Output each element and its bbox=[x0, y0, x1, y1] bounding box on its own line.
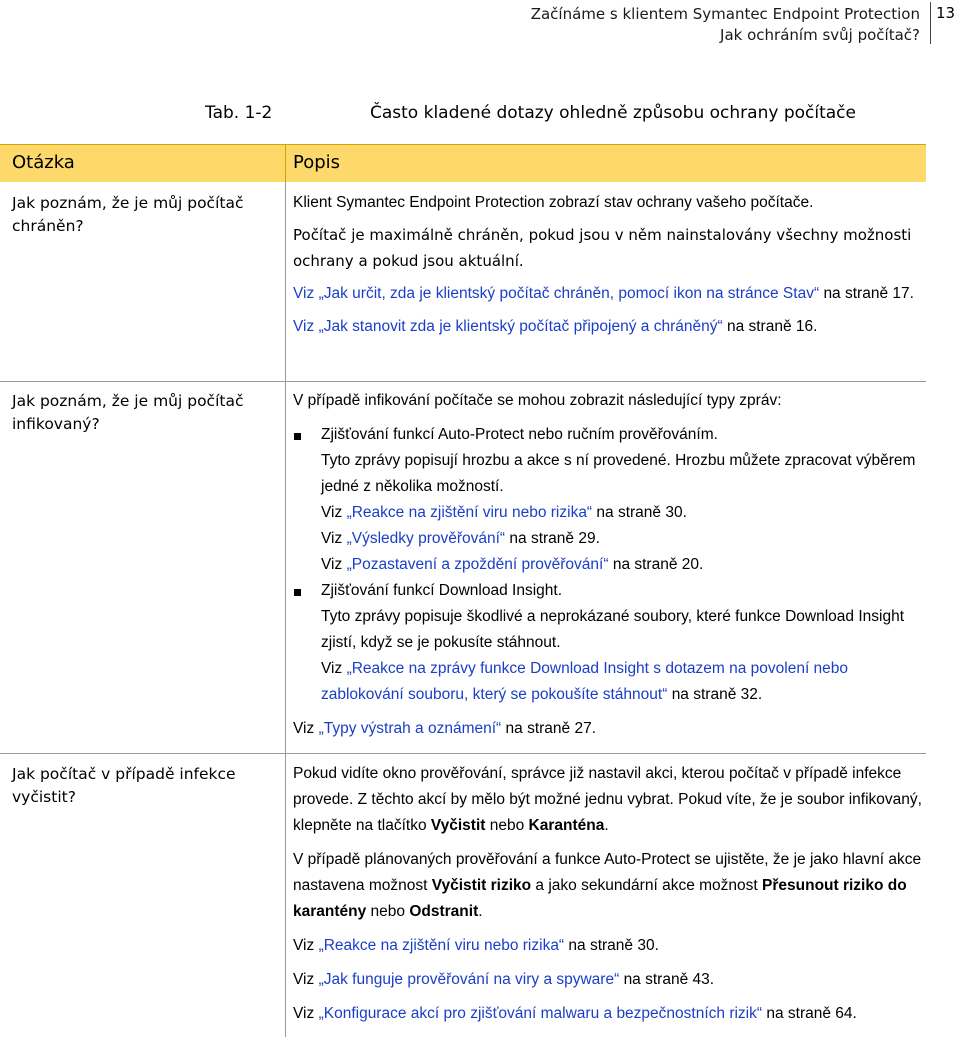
ref-page: na straně 64. bbox=[766, 1005, 857, 1022]
question-clean: Jak počítač v případě infekce vyčistit? bbox=[12, 765, 236, 806]
ref-link[interactable]: „Reakce na zjištění viru nebo rizika“ bbox=[318, 937, 565, 954]
reference bbox=[293, 526, 923, 552]
description-clean bbox=[293, 761, 923, 1027]
row-divider bbox=[0, 381, 926, 382]
text: nebo bbox=[370, 903, 406, 920]
table-caption bbox=[0, 103, 960, 127]
page-number: 13 bbox=[936, 4, 956, 22]
header-column-divider bbox=[285, 144, 286, 182]
reference bbox=[293, 500, 923, 526]
ref-page: na straně 27. bbox=[505, 720, 596, 737]
description-infected bbox=[293, 388, 923, 742]
ref-link[interactable]: „Jak stanovit zda je klientský počítač připojený a chráněný“ bbox=[318, 318, 723, 335]
reference bbox=[293, 967, 923, 993]
viz-label: Viz bbox=[293, 285, 315, 302]
running-header bbox=[320, 4, 920, 46]
bullet-item: Zjišťování funkcí Auto-Protect nebo ručním prověřováním. bbox=[293, 422, 923, 448]
bullet-item: Zjišťování funkcí Download Insight. bbox=[293, 578, 923, 604]
question-protected: Jak poznám, že je můj počítač chráněn? bbox=[12, 194, 244, 235]
ref-page: na straně 16. bbox=[726, 318, 818, 335]
table-title: Často kladené dotazy ohledně způsobu ochrany počítače bbox=[370, 103, 856, 123]
viz-label: Viz bbox=[321, 556, 343, 573]
section-title: Jak ochráním svůj počítač? bbox=[720, 26, 920, 44]
viz-label: Viz bbox=[293, 720, 315, 737]
viz-label: Viz bbox=[293, 971, 315, 988]
ref-page: na straně 17. bbox=[823, 285, 914, 302]
header-divider bbox=[930, 2, 931, 44]
ref-link[interactable]: „Typy výstrah a oznámení“ bbox=[318, 720, 502, 737]
reference bbox=[293, 281, 923, 307]
paragraph: Pokud vidíte okno prověřování, správce již nastavil akci, kterou počítač v případě infekce provede. Z těchto akcí by mělo být možné jednu vybrat. Pokud víte, že je soubor infikovaný, klepněte na tlačítko Vyčistit nebo Karanténa. bbox=[293, 765, 922, 834]
ref-link[interactable]: „Výsledky prověřování“ bbox=[346, 530, 506, 547]
ref-link[interactable]: „Reakce na zprávy funkce Download Insight s dotazem na povolení nebo zablokování souboru, který se pokoušíte stáhnout“ bbox=[321, 660, 849, 703]
header-top-rule bbox=[0, 144, 926, 145]
text: V případě plánovaných prověřování a funkce Auto-Protect se ujistěte, že je jako hlavní akce nastavena možnost bbox=[293, 851, 922, 894]
paragraph: V případě infikování počítače se mohou zobrazit následující typy zpráv: bbox=[293, 392, 782, 409]
paragraph: Tyto zprávy popisují hrozbu a akce s ní provedené. Hrozbu můžete zpracovat výběrem jedné z několika možností. bbox=[321, 452, 916, 495]
ref-link[interactable]: „Jak funguje prověřování na viry a spyware“ bbox=[318, 971, 620, 988]
row-divider bbox=[0, 753, 926, 754]
reference bbox=[293, 552, 923, 578]
viz-label: Viz bbox=[321, 660, 343, 677]
ref-link[interactable]: „Reakce na zjištění viru nebo rizika“ bbox=[346, 504, 593, 521]
reference bbox=[293, 933, 923, 959]
ref-page: na straně 29. bbox=[509, 530, 600, 547]
bold-term: Vyčistit riziko bbox=[431, 877, 532, 894]
ref-page: na straně 32. bbox=[671, 686, 763, 703]
paragraph: Klient Symantec Endpoint Protection zobrazí stav ochrany vašeho počítače. bbox=[293, 194, 814, 211]
paragraph: Tyto zprávy popisuje škodlivé a neprokázané soubory, které funkce Download Insight zjistí, když se je pokusíte stáhnout. bbox=[321, 608, 905, 651]
bold-term: Karanténa bbox=[528, 817, 605, 834]
reference bbox=[293, 1001, 923, 1027]
ref-link[interactable]: „Pozastavení a zpoždění prověřování“ bbox=[346, 556, 609, 573]
text: a jako sekundární akce možnost bbox=[535, 877, 758, 894]
ref-page: na straně 30. bbox=[596, 504, 687, 521]
viz-label: Viz bbox=[321, 504, 343, 521]
bold-term: Odstranit bbox=[409, 903, 479, 920]
reference bbox=[293, 716, 923, 742]
viz-label: Viz bbox=[293, 1005, 315, 1022]
ref-link[interactable]: „Jak určit, zda je klientský počítač chráněn, pomocí ikon na stránce Stav“ bbox=[318, 285, 820, 302]
column-header-description: Popis bbox=[293, 152, 341, 173]
ref-page: na straně 20. bbox=[612, 556, 704, 573]
table-label: Tab. 1-2 bbox=[205, 103, 273, 123]
ref-page: na straně 30. bbox=[568, 937, 659, 954]
paragraph: V případě plánovaných prověřování a funkce Auto-Protect se ujistěte, že je jako hlavní akce nastavena možnost Vyčistit riziko a jako sekundární akce možnost Přesunout riziko do karantény nebo Odstranit. bbox=[293, 851, 922, 920]
table-header bbox=[0, 144, 926, 182]
column-divider bbox=[285, 182, 286, 1037]
bold-term: Vyčistit bbox=[430, 817, 486, 834]
chapter-title: Začínáme s klientem Symantec Endpoint Protection bbox=[530, 5, 920, 23]
ref-page: na straně 43. bbox=[623, 971, 715, 988]
paragraph: Počítač je maximálně chráněn, pokud jsou v něm nainstalovány všechny možnosti ochrany a pokud jsou aktuální. bbox=[293, 226, 912, 270]
text: nebo bbox=[489, 817, 525, 834]
ref-link[interactable]: „Konfigurace akcí pro zjišťování malwaru a bezpečnostních rizik“ bbox=[318, 1005, 763, 1022]
viz-label: Viz bbox=[293, 318, 315, 335]
reference bbox=[293, 314, 923, 340]
reference bbox=[293, 656, 923, 708]
question-infected: Jak poznám, že je můj počítač infikovaný? bbox=[12, 392, 244, 433]
bold-term: Přesunout riziko do karantény bbox=[293, 877, 907, 920]
viz-label: Viz bbox=[293, 937, 315, 954]
viz-label: Viz bbox=[321, 530, 343, 547]
text: Pokud vidíte okno prověřování, správce již nastavil akci, kterou počítač v případě infekce provede. Z těchto akcí by mělo být možné jednu vybrat. Pokud víte, že je soubor infikovaný, klepněte na tlačítko bbox=[293, 765, 922, 834]
column-header-question: Otázka bbox=[12, 152, 75, 173]
description-protected bbox=[293, 190, 923, 340]
